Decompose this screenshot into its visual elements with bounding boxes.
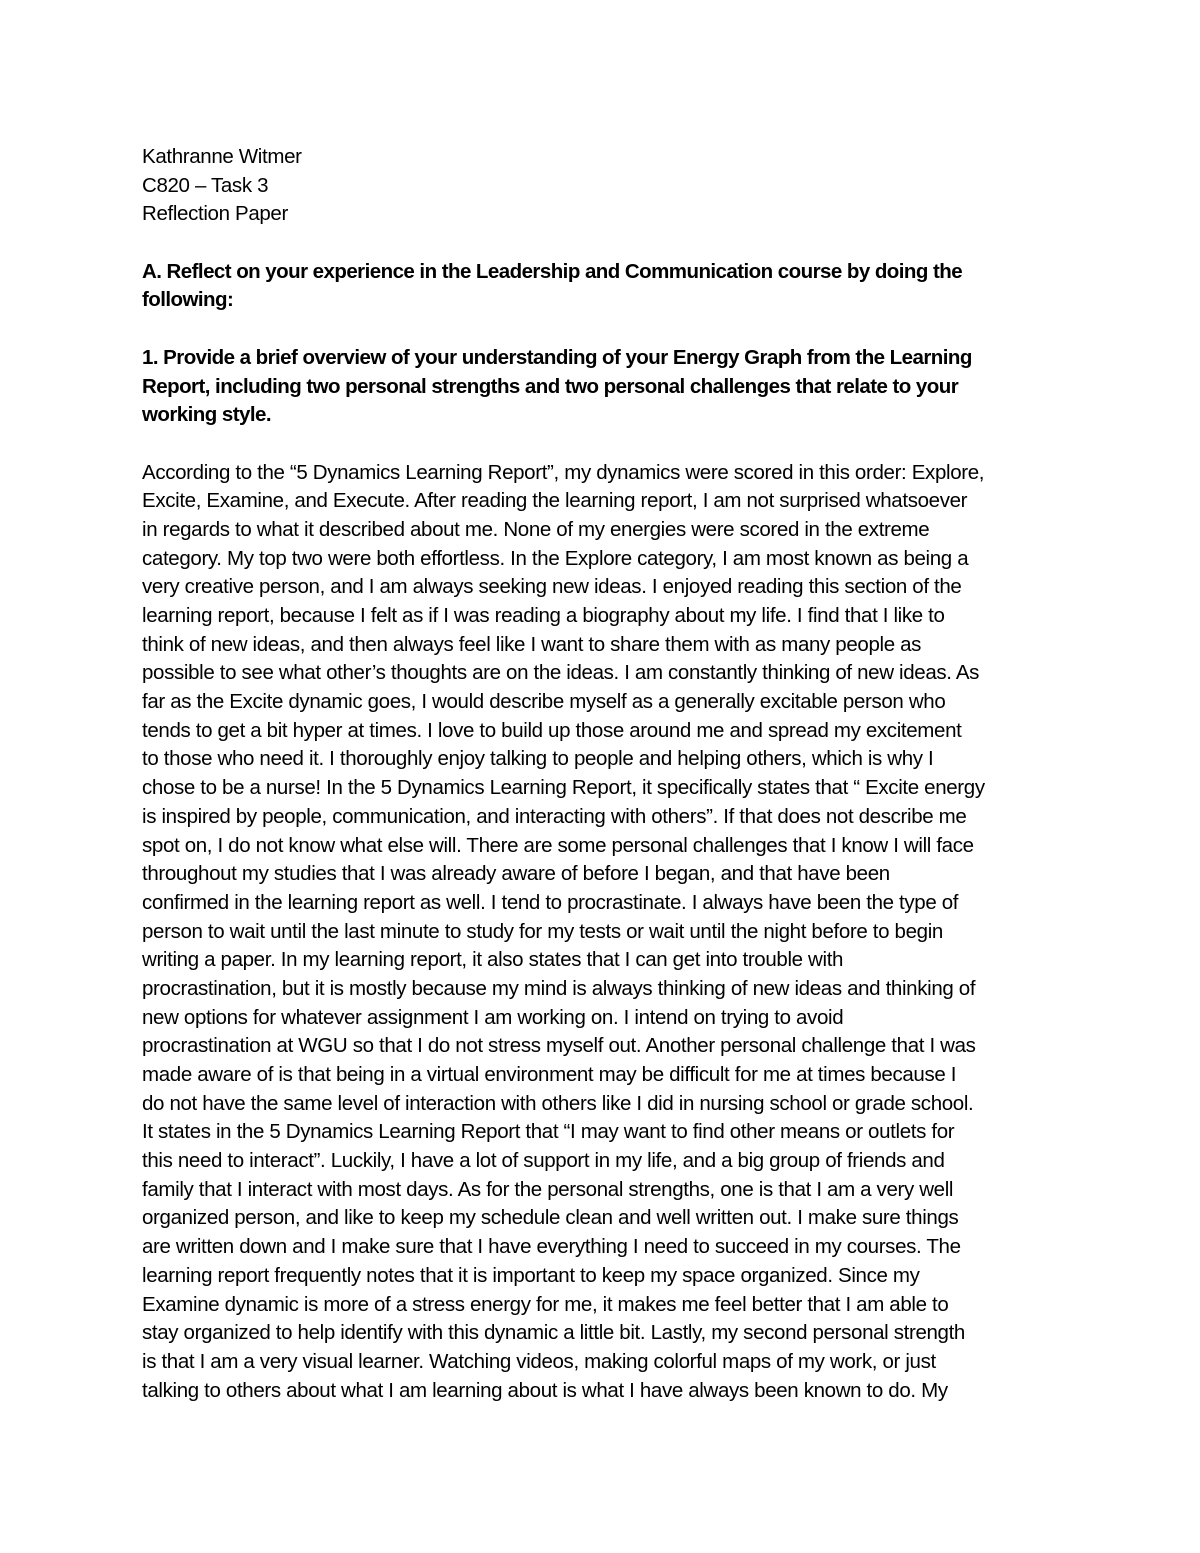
body-line: stay organized to help identify with this dynamic a little bit. Lastly, my second personal strength bbox=[142, 1321, 965, 1345]
body-line: is that I am a very visual learner. Watching videos, making colorful maps of my work, or just bbox=[142, 1349, 936, 1373]
body-line: family that I interact with most days. As for the personal strengths, one is that I am a very well bbox=[142, 1177, 954, 1201]
body-line: writing a paper. In my learning report, it also states that I can get into trouble with bbox=[142, 948, 844, 972]
spacer bbox=[142, 315, 1062, 344]
body-line: Examine dynamic is more of a stress energy for me, it makes me feel better that I am able to bbox=[142, 1292, 949, 1316]
body-line: is inspired by people, communication, and interacting with others”. If that does not describe me bbox=[142, 804, 967, 828]
body-line: this need to interact”. Luckily, I have a lot of support in my life, and a big group of friends and bbox=[142, 1149, 945, 1173]
body-line: are written down and I make sure that I have everything I need to succeed in my courses. The bbox=[142, 1235, 961, 1259]
spacer bbox=[142, 430, 1062, 459]
prompt-1-line: Report, including two personal strengths and two personal challenges that relate to your bbox=[142, 374, 959, 398]
document-content bbox=[142, 143, 1062, 1405]
course-task: C820 – Task 3 bbox=[142, 173, 269, 197]
prompt-1-line: 1. Provide a brief overview of your understanding of your Energy Graph from the Learning bbox=[142, 345, 972, 369]
prompt-1-line: working style. bbox=[142, 403, 272, 427]
body-line: throughout my studies that I was already aware of before I began, and that have been bbox=[142, 862, 890, 886]
body-line: person to wait until the last minute to study for my tests or wait until the night before to begin bbox=[142, 919, 943, 943]
body-line: made aware of is that being in a virtual environment may be difficult for me at times because I bbox=[142, 1063, 957, 1086]
document-title: Reflection Paper bbox=[142, 202, 288, 226]
body-line: talking to others about what I am learning about is what I have always been known to do. My bbox=[142, 1378, 948, 1402]
body-line: confirmed in the learning report as well. I tend to procrastinate. I always have been the type of bbox=[142, 890, 959, 914]
body-line: very creative person, and I am always seeking new ideas. I enjoyed reading this section of the bbox=[142, 575, 962, 599]
body-line: procrastination at WGU so that I do not stress myself out. Another personal challenge that I was bbox=[142, 1034, 976, 1058]
body-line: procrastination, but it is mostly because my mind is always thinking of new ideas and thinking of bbox=[142, 976, 976, 1000]
body-line: chose to be a nurse! In the 5 Dynamics Learning Report, it specifically states that “ Excite energy bbox=[142, 776, 985, 800]
body-line: According to the “5 Dynamics Learning Report”, my dynamics were scored in this order: Explore, bbox=[142, 460, 985, 484]
body-line: learning report frequently notes that it is important to keep my space organized. Since my bbox=[142, 1263, 920, 1287]
author-name: Kathranne Witmer bbox=[142, 145, 302, 168]
prompt-a bbox=[142, 258, 1062, 315]
prompt-a-line: A. Reflect on your experience in the Leadership and Communication course by doing the bbox=[142, 259, 963, 283]
spacer bbox=[142, 229, 1062, 258]
body-line: It states in the 5 Dynamics Learning Report that “I may want to find other means or outlets for bbox=[142, 1120, 955, 1144]
body-line: think of new ideas, and then always feel like I want to share them with as many people as bbox=[142, 632, 922, 656]
body-line: Excite, Examine, and Execute. After reading the learning report, I am not surprised whatsoever bbox=[142, 489, 968, 513]
body-line: learning report, because I felt as if I was reading a biography about my life. I find that I like to bbox=[142, 604, 945, 627]
prompt-1 bbox=[142, 344, 1062, 430]
body-line: do not have the same level of interaction with others like I did in nursing school or grade school. bbox=[142, 1091, 974, 1115]
body-line: in regards to what it described about me. None of my energies were scored in the extreme bbox=[142, 517, 930, 541]
body-paragraph bbox=[142, 459, 1062, 1406]
body-line: spot on, I do not know what else will. There are some personal challenges that I know I will face bbox=[142, 833, 974, 857]
body-line: far as the Excite dynamic goes, I would describe myself as a generally excitable person who bbox=[142, 690, 946, 714]
body-line: organized person, and like to keep my schedule clean and well written out. I make sure things bbox=[142, 1206, 959, 1230]
body-line: category. My top two were both effortless. In the Explore category, I am most known as being a bbox=[142, 546, 969, 570]
body-line: new options for whatever assignment I am working on. I intend on trying to avoid bbox=[142, 1005, 844, 1029]
body-line: tends to get a bit hyper at times. I love to build up those around me and spread my excitement bbox=[142, 718, 962, 742]
body-line: possible to see what other’s thoughts are on the ideas. I am constantly thinking of new ideas. As bbox=[142, 661, 980, 685]
body-line: to those who need it. I thoroughly enjoy talking to people and helping others, which is why I bbox=[142, 747, 934, 771]
prompt-a-line: following: bbox=[142, 288, 234, 312]
